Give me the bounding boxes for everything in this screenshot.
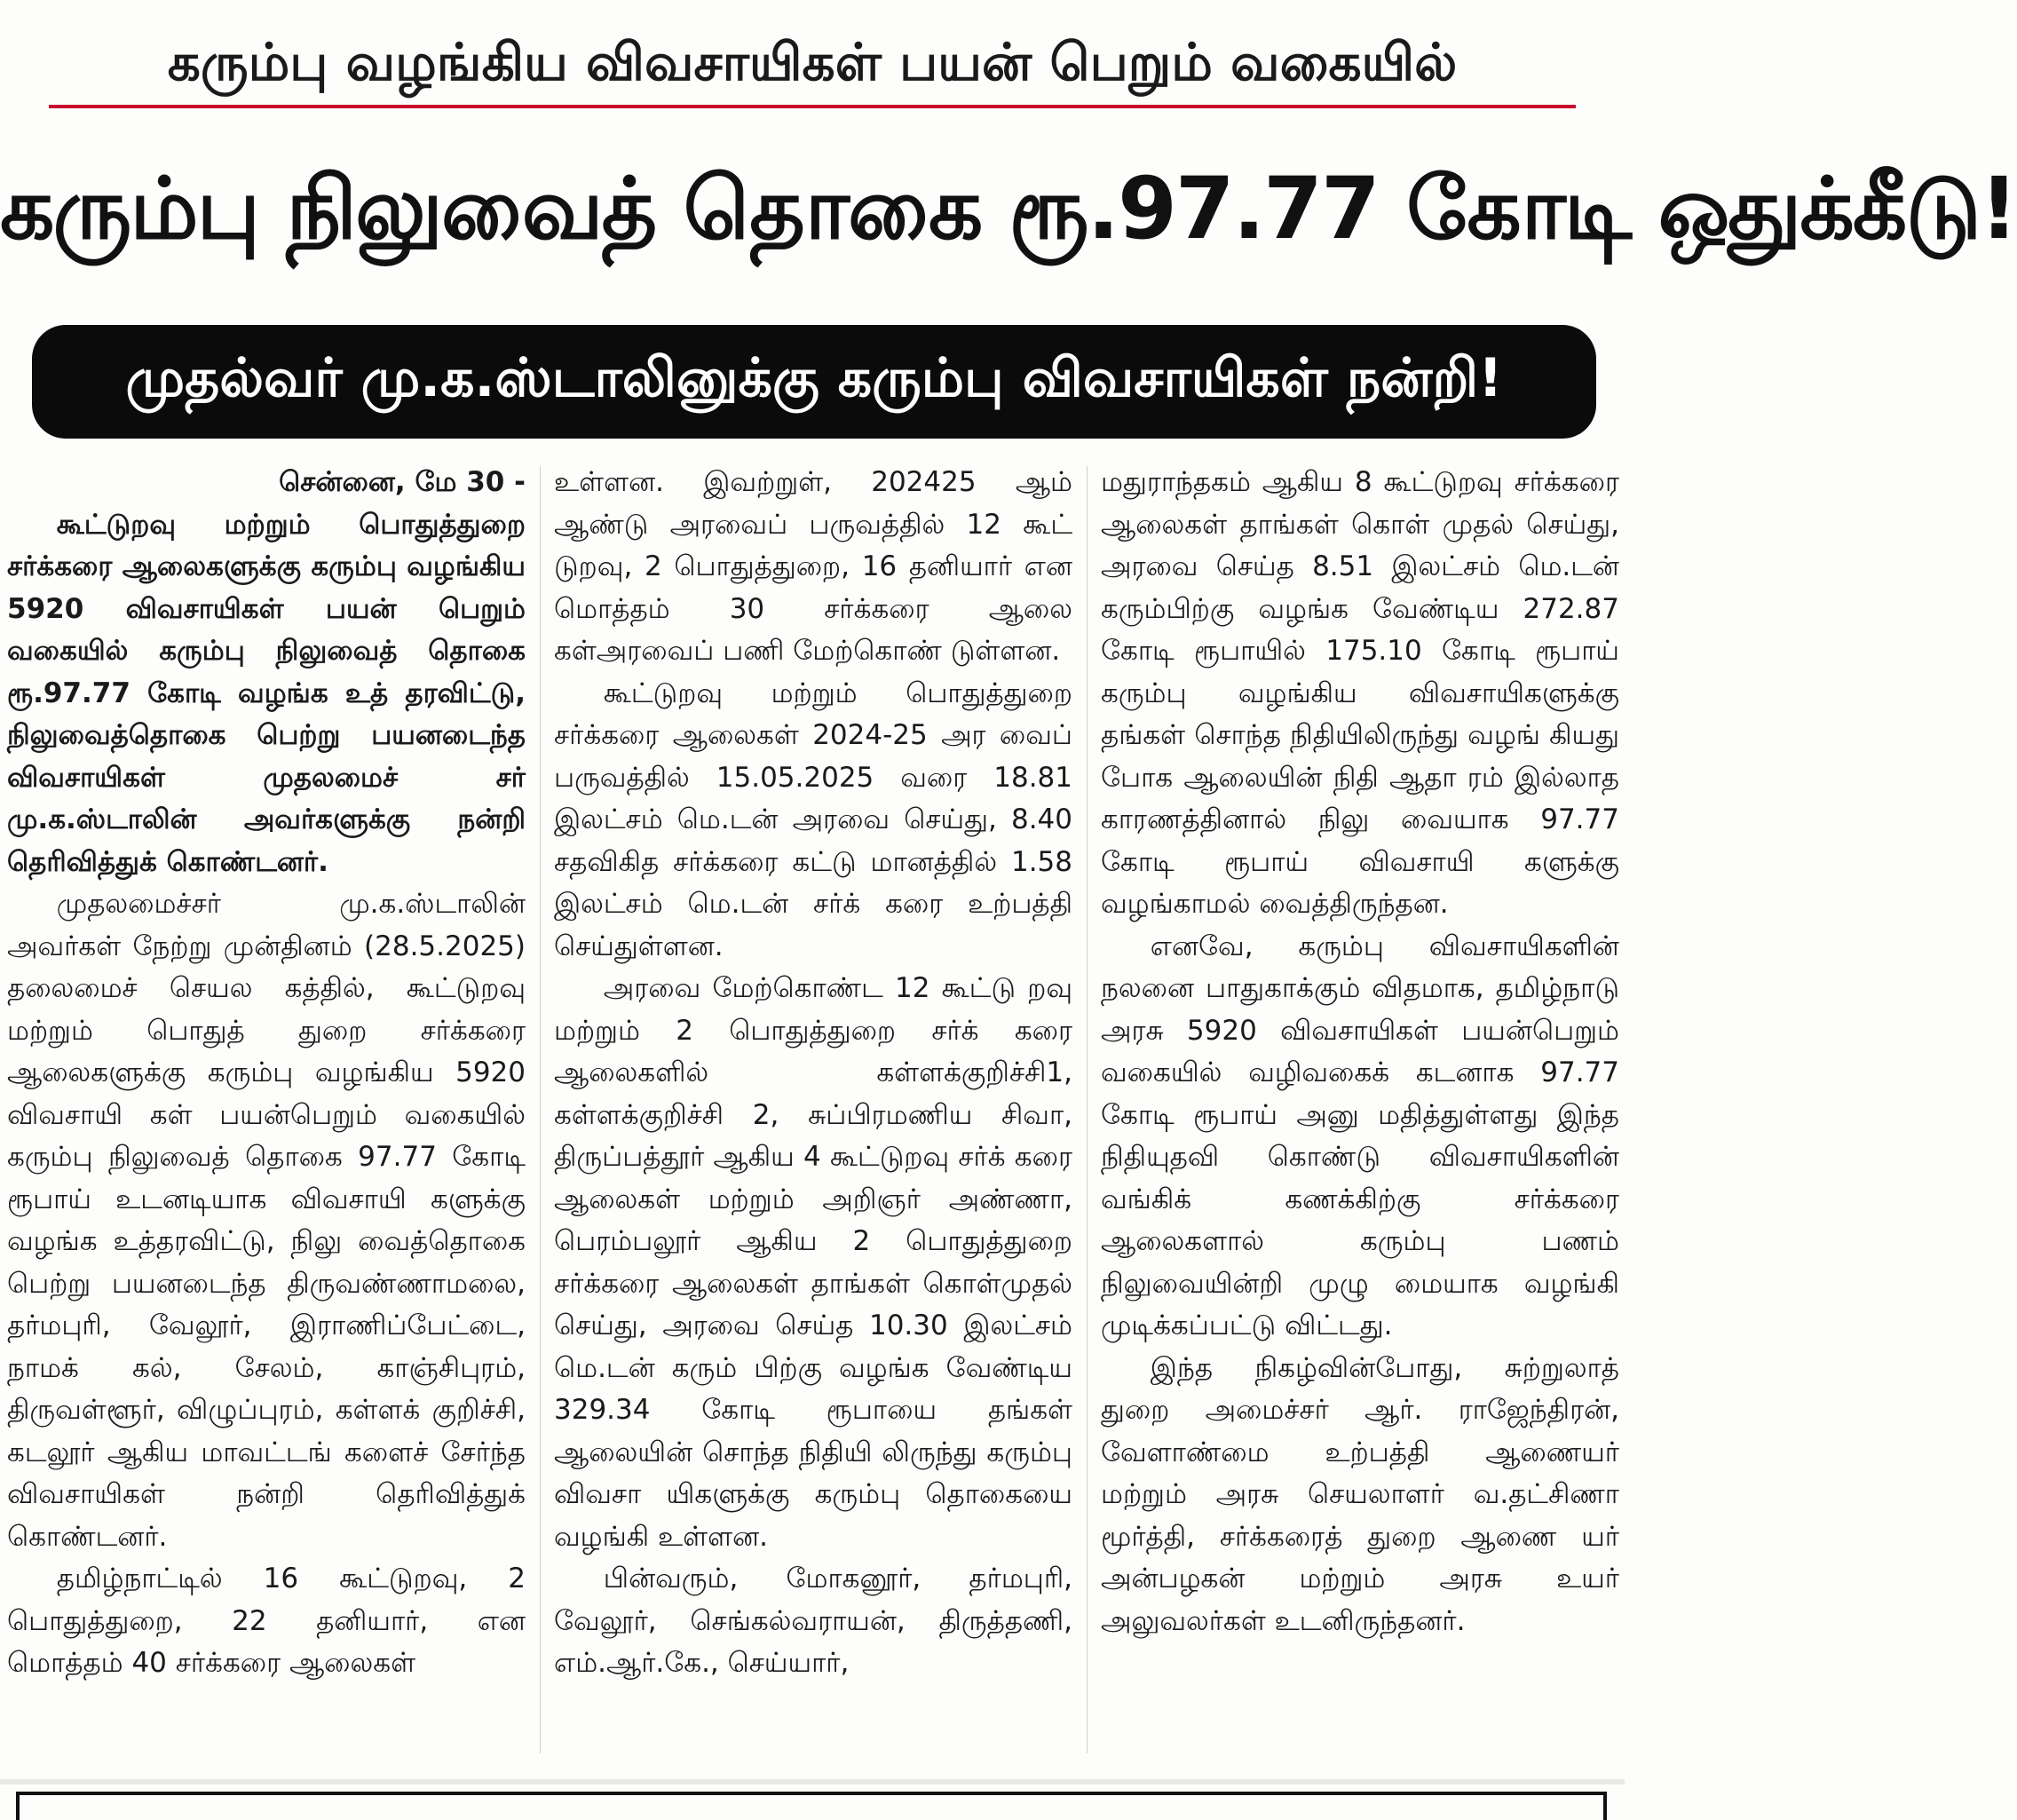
column-divider bbox=[1087, 466, 1088, 1753]
paragraph: தமிழ்நாட்டில் 16 கூட்டுறவு, 2 பொதுத்துறை, 22 தனியார், என மொத்தம் 40 சர்க்கரை ஆலைகள் bbox=[7, 1563, 526, 1679]
paragraph: பின்வரும், மோகனூர், தர்மபுரி, வேலூர், செங்கல்வராயன், திருத்தணி, எம்.ஆர்.கே., செய்யார், bbox=[554, 1563, 1072, 1679]
lead-paragraph: கூட்டுறவு மற்றும் பொதுத்துறை சர்க்கரை ஆலைகளுக்கு கரும்பு வழங்கிய 5920 விவசாயிகள் பயன் பெறும் வகையில் கரும்பு நிலுவைத் தொகை ரூ.97.77 கோடி வழங்க உத் தரவிட்டு, நிலுவைத்தொகை பெற்று பயனடைந்த விவசாயிகள் முதலமைச் சர் மு.க.ஸ்டாலின் அவர்களுக்கு நன்றி தெரிவித்துக் கொண்டனர். bbox=[7, 508, 526, 878]
paragraph: எனவே, கரும்பு விவசாயிகளின் நலனை பாதுகாக்கும் விதமாக, தமிழ்நாடு அரசு 5920 விவசாயிகள் பயன்பெறும் வகையில் வழிவகைக் கடனாக 97.77 கோடி ரூபாய் அனு மதித்துள்ளது இந்த நிதியுதவி கொண்டு விவசாயிகளின் வங்கிக் கணக்கிற்கு சர்க்கரை ஆலைகளால் கரும்பு பணம் நிலுவையின்றி முழு மையாக வழங்கி முடிக்கப்பட்டு விட்டது. bbox=[1101, 930, 1619, 1341]
banner-text: முதல்வர் மு.க.ஸ்டாலினுக்கு கரும்பு விவசாயிகள் நன்றி! bbox=[125, 347, 1503, 409]
article-column-1 bbox=[7, 462, 526, 1758]
next-article-frame bbox=[16, 1792, 1607, 1820]
paragraph: கூட்டுறவு மற்றும் பொதுத்துறை சர்க்கரை ஆலைகள் 2024-25 அர வைப் பருவத்தில் 15.05.2025 வரை 18.81 இலட்சம் மெ.டன் அரவை செய்து, 8.40 சதவிகித சர்க்கரை கட்டு மானத்தில் 1.58 இலட்சம் மெ.டன் சர்க் கரை உற்பத்தி செய்துள்ளன. bbox=[554, 677, 1072, 962]
bottom-strip bbox=[0, 1779, 1625, 1784]
article-column-2 bbox=[554, 462, 1072, 1758]
paragraph: இந்த நிகழ்வின்போது, சுற்றுலாத் துறை அமைச்சர் ஆர். ராஜேந்திரன், வேளாண்மை உற்பத்தி ஆணையர் மற்றும் அரசு செயலாளர் வ.தட்சிணா மூர்த்தி, சர்க்கரைத் துறை ஆணை யர் அன்பழகன் மற்றும் அரசு உயர் அலுவலர்கள் உடனிருந்தனர். bbox=[1101, 1351, 1619, 1637]
subheadline-banner bbox=[32, 325, 1596, 439]
main-headline: கரும்பு நிலுவைத் தொகை ரூ.97.77 கோடி ஒதுக்கீடு! bbox=[0, 159, 2017, 258]
red-divider bbox=[49, 105, 1576, 108]
paragraph: மதுராந்தகம் ஆகிய 8 கூட்டுறவு சர்க்கரை ஆலைகள் தாங்கள் கொள் முதல் செய்து, அரவை செய்த 8.51 இலட்சம் மெ.டன் கரும்பிற்கு வழங்க வேண்டிய 272.87 கோடி ரூபாயில் 175.10 கோடி ரூபாய் கரும்பு வழங்கிய விவசாயிகளுக்கு தங்கள் சொந்த நிதியிலிருந்து வழங் கியது போக ஆலையின் நிதி ஆதா ரம் இல்லாத காரணத்தினால் நிலு வையாக 97.77 கோடி ரூபாய் விவசாயி களுக்கு வழங்காமல் வைத்திருந்தன. bbox=[1101, 466, 1619, 920]
article-column-3 bbox=[1101, 462, 1619, 1758]
paragraph: உள்ளன. இவற்றுள், 202425 ஆம் ஆண்டு அரவைப் பருவத்தில் 12 கூட் டுறவு, 2 பொதுத்துறை, 16 தனியார் என மொத்தம் 30 சர்க்கரை ஆலை கள்அரவைப் பணி மேற்கொண் டுள்ளன. bbox=[554, 466, 1072, 667]
kicker-headline: கரும்பு வழங்கிய விவசாயிகள் பயன் பெறும் வகையில் bbox=[167, 32, 1458, 92]
column-divider bbox=[540, 466, 541, 1753]
paragraph: அரவை மேற்கொண்ட 12 கூட்டு றவு மற்றும் 2 பொதுத்துறை சர்க் கரை ஆலைகளில் கள்ளக்குறிச்சி1, கள்ளக்குறிச்சி 2, சுப்பிரமணிய சிவா, திருப்பத்தூர் ஆகிய 4 கூட்டுறவு சர்க் கரை ஆலைகள் மற்றும் அறிஞர் அண்ணா, பெரம்பலூர் ஆகிய 2 பொதுத்துறை சர்க்கரை ஆலைகள் தாங்கள் கொள்முதல் செய்து, அரவை செய்த 10.30 இலட்சம் மெ.டன் கரும் பிற்கு வழங்க வேண்டிய 329.34 கோடி ரூபாயை தங்கள் ஆலையின் சொந்த நிதியி லிருந்து கரும்பு விவசா யிகளுக்கு கரும்பு தொகையை வழங்கி உள்ளன. bbox=[554, 972, 1072, 1553]
dateline: சென்னை, மே 30 - bbox=[279, 466, 526, 498]
paragraph: முதலமைச்சர் மு.க.ஸ்டாலின் அவர்கள் நேற்று முன்தினம் (28.5.2025) தலைமைச் செயல கத்தில், கூட்டுறவு மற்றும் பொதுத் துறை சர்க்கரை ஆலைகளுக்கு கரும்பு வழங்கிய 5920 விவசாயி கள் பயன்பெறும் வகையில் கரும்பு நிலுவைத் தொகை 97.77 கோடி ரூபாய் உடனடியாக விவசாயி களுக்கு வழங்க உத்தரவிட்டு, நிலு வைத்தொகை பெற்று பயனடைந்த திருவண்ணாமலை, தர்மபுரி, வேலூர், இராணிப்பேட்டை, நாமக் கல், சேலம், காஞ்சிபுரம், திருவள்ளூர், விழுப்புரம், கள்ளக் குறிச்சி, கடலூர் ஆகிய மாவட்டங் களைச் சேர்ந்த விவசாயிகள் நன்றி தெரிவித்துக் கொண்டனர். bbox=[7, 888, 526, 1553]
